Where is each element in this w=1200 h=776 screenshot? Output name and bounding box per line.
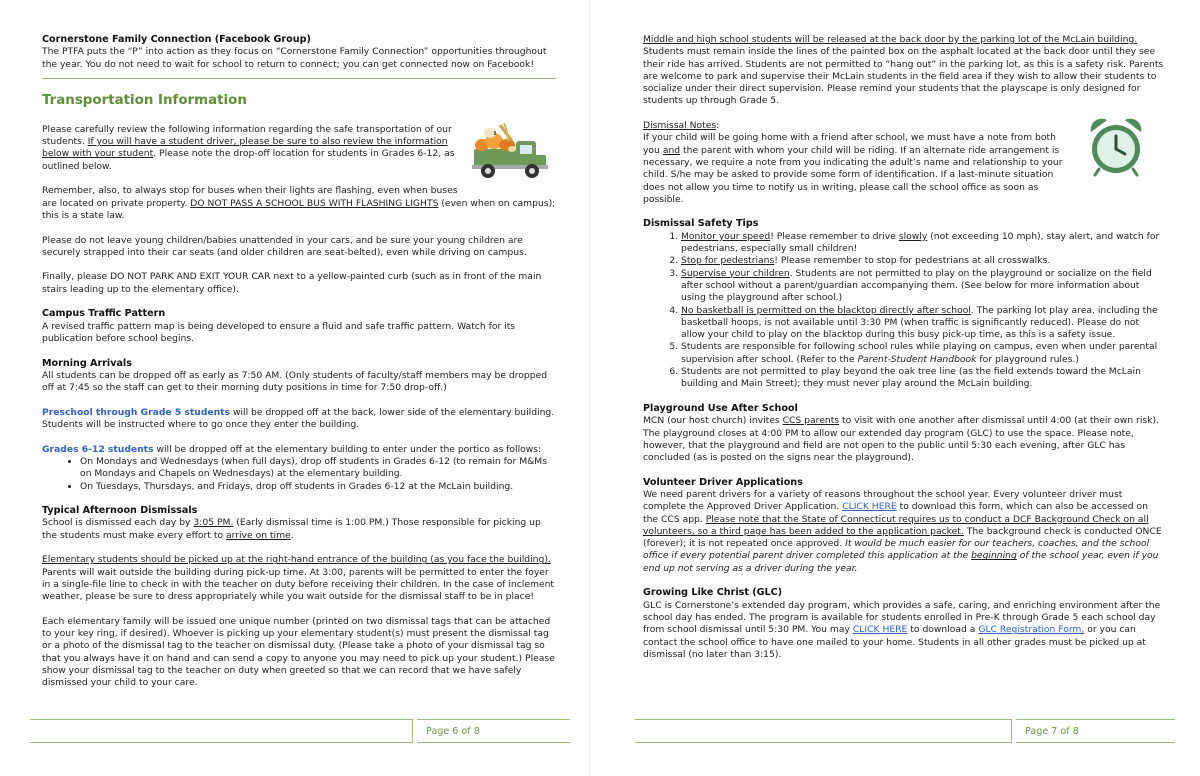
page-6 xyxy=(0,0,590,776)
afternoon-text: School is dismissed each day by 3:05 PM. (Early dismissal time is 1:00 PM.) Those responsible for picking up the students must make every effort to arrive on time. xyxy=(42,517,541,541)
afternoon-heading: Typical Afternoon Dismissals xyxy=(42,505,198,517)
traffic-heading: Campus Traffic Pattern xyxy=(42,308,166,320)
facebook-text: The PTFA puts the “P” into action as they focus on “Cornerstone Family Connection” opportunities throughout the year. You do not need to wait for school to return to connect; you can get connected now on Facebook! xyxy=(42,46,547,70)
bus-rule: Remember, also, to always stop for buses when their lights are flashing, even when buses are located on private property. DO NOT PASS A SCHOOL BUS WITH FLASHING LIGHTS (even when on campus); this is a state law. xyxy=(42,185,556,221)
driver-application-link[interactable]: CLICK HERE xyxy=(842,501,897,513)
footer-bar xyxy=(635,719,1012,743)
children-safety: Please do not leave young children/babies unattended in your cars, and be sure your young children are securely strapped into their car seats (and older children are seat-belted), even while driving on campus. xyxy=(42,234,527,258)
safety-tips-list xyxy=(681,231,1165,391)
glc-registration-form-link[interactable]: GLC Registration Form, xyxy=(978,624,1085,636)
page-7 xyxy=(605,0,1200,776)
elementary-pickup: Elementary students should be picked up at the right-hand entrance of the building (as you face the building). Parents will wait outside the building during pick-up time. At 3:00, parents will be permitted to enter the foyer in a single-file line to check in with the teacher on duty before receiving their children. In the case of inclement weather, please be sure to dress appropriately while you wait outside for the dismissal staff to be in place! xyxy=(42,554,555,603)
section-divider xyxy=(42,78,556,79)
footer-bar xyxy=(30,719,413,743)
playground-text: MCN (our host church) invites CCS parents to visit with one another after dismissal until 4:00 (at their own risk). The playground closes at 4:00 PM to allow our extended day program (GLC) to use the space. Please note, however, that the playground and field are not open to the public until 5:30 each evening, after GLC has concluded (as is posted on the signs near the playground). xyxy=(643,415,1159,464)
list-item: 6. Students are not permitted to play beyond the oak tree line (as the field extends toward the McLain building and Main Street); they must never play around the McLain building. xyxy=(681,366,1165,391)
list-item: 4. No basketball is permitted on the blacktop directly after school. The parking lot play area, including the basketball hoops, is not available until 3:30 PM (when traffic is significantly reduced). Please do not allow your child to play on the blacktop during this busy pick-up time, as this is a safety issue. xyxy=(681,305,1165,342)
list-item: 1. Monitor your speed! Please remember to drive slowly (not exceeding 10 mph), stay alert, and watch for pedestrians, especially small children! xyxy=(681,231,1165,256)
transportation-title: Transportation Information xyxy=(42,92,247,108)
volunteer-text: We need parent drivers for a variety of reasons throughout the school year. Every volunteer driver must complete the Approved Driver Application. CLICK HERE to download this form, which can also be accessed on the CCS app. Please note that the State of Connecticut requires us to conduct a DCF Background Check on all volunteers, so a third page has been added to the application packet. The background check is conducted ONCE (forever); it is not repeated once approved. It would be much easier for our teachers, coaches, and the school office if every potential parent driver completed this application at the beginning of the school year, even if you end up not serving as a driver during the year. xyxy=(643,488,1162,574)
volunteer-heading: Volunteer Driver Applications xyxy=(643,476,803,488)
safety-tips-heading: Dismissal Safety Tips xyxy=(643,218,759,230)
list-item: • On Tuesdays, Thursdays, and Fridays, drop off students in Grades 6-12 at the McLain building. xyxy=(80,481,556,493)
preschool-dropoff: Preschool through Grade 5 students will be dropped off at the back, lower side of the elementary building. Students will be instructed where to go once they enter the building. xyxy=(42,406,555,431)
page-6-content xyxy=(42,34,556,690)
dismissal-notes-text: If your child will be going home with a friend after school, we must have a note from both you and the parent with whom your child will be riding. If an alternate ride arrangement is necessary, we require a note from you indicating the adult’s name and relationship to your child. S/he may be asked to provide some form of identification. If a last-minute situation does not allow you time to notify us in writing, please call the school office as soon as possible. xyxy=(643,132,1063,205)
glc-click-here-link[interactable]: CLICK HERE xyxy=(852,624,908,636)
page-7-footer xyxy=(635,719,1175,743)
transport-intro: Please carefully review the following information regarding the safe transportation of our students. If you will have a student driver, please be sure to also review the information below with your student. Please note the drop-off location for students in Grades 6-12, as outlined below. xyxy=(42,123,455,172)
dismissal-notes-label: Dismissal Notes: xyxy=(643,120,720,132)
list-item: 5. Students are responsible for following school rules while playing on campus, even when under parental supervision after school. (Refer to the Parent-Student Handbook for playground rules.) xyxy=(681,341,1165,366)
facebook-heading: Cornerstone Family Connection (Facebook Group) xyxy=(42,34,311,45)
dismissal-tags: Each elementary family will be issued one unique number (printed on two dismissal tags that can be attached to your key ring, if desired). Whoever is picking up your elementary student(s) must present the dismissal tag or a photo of the dismissal tag to the teacher on dismissal duty. (Please take a photo of your dismissal tag so that you always have it on hand and can send a copy to anyone you may need to pick up your student.) Please show your dismissal tag to the teacher on duty when greeted so that we can record that we have safely dismissed your child to your care. xyxy=(42,615,555,689)
alarm-clock-icon xyxy=(1085,114,1147,182)
pumpkin-truck-icon xyxy=(470,119,550,188)
list-item: 2. Stop for pedestrians! Please remember to stop for pedestrians at all crosswalks. xyxy=(681,255,1165,267)
glc-text: GLC is Cornerstone’s extended day program, which provides a safe, caring, and enriching environment after the school day has ended. The program is available for students enrolled in Pre-K through Grade 5 each school day from school dismissal until 5:30 PM. You may CLICK HERE to download a GLC Registration Form, or you can contact the school office to have one mailed to your home. Students in all other grades must be picked up at dismissal (no later than 3:15). xyxy=(643,599,1161,660)
page-number: Page 6 of 8 xyxy=(417,719,570,743)
page-6-footer xyxy=(30,719,570,743)
page-number: Page 7 of 8 xyxy=(1016,719,1175,743)
list-item: 3. Supervise your children. Students are not permitted to play on the playground or socialize on the field after school without a parent/guardian accompanying them. (See below for more information about using the playground after school.) xyxy=(681,268,1165,305)
middle-high-dismissal: Middle and high school students will be released at the back door by the parking lot of the McLain building. Students must remain inside the lines of the painted box on the asphalt located at the back door until they see their ride has arrived. Students are not permitted to “hang out” in the parking lot, as this is a safety risk. Parents are welcome to park and supervise their McLain students in the field area if they wish to allow their students to socialize under their direct supervision. Please remind your students that the playscape is only designed for students up through Grade 5. xyxy=(643,34,1164,107)
list-item: • On Mondays and Wednesdays (when full days), drop off students in Grades 6-12 (to remain for M&Ms on Mondays and Chapels on Wednesdays) at the elementary building. xyxy=(80,456,556,481)
playground-heading: Playground Use After School xyxy=(643,402,798,414)
morning-heading: Morning Arrivals xyxy=(42,357,132,369)
traffic-text: A revised traffic pattern map is being developed to ensure a fluid and safe traffic pattern. Watch for its publication before school begins. xyxy=(42,320,516,344)
dropoff-list xyxy=(80,456,556,493)
page-7-content xyxy=(643,34,1165,661)
parking-rule: Finally, please DO NOT PARK AND EXIT YOUR CAR next to a yellow-painted curb (such as in front of the main stairs leading up to the elementary office). xyxy=(42,271,542,295)
morning-text: All students can be dropped off as early as 7:50 AM. (Only students of faculty/staff members may be dropped off at 7:45 so the staff can get to their morning duty positions in time for 7:50 drop-off.) xyxy=(42,369,548,394)
grades-612-dropoff: Grades 6-12 students will be dropped off at the elementary building to enter under the portico as follows: xyxy=(42,443,542,455)
glc-heading: Growing Like Christ (GLC) xyxy=(643,587,783,599)
